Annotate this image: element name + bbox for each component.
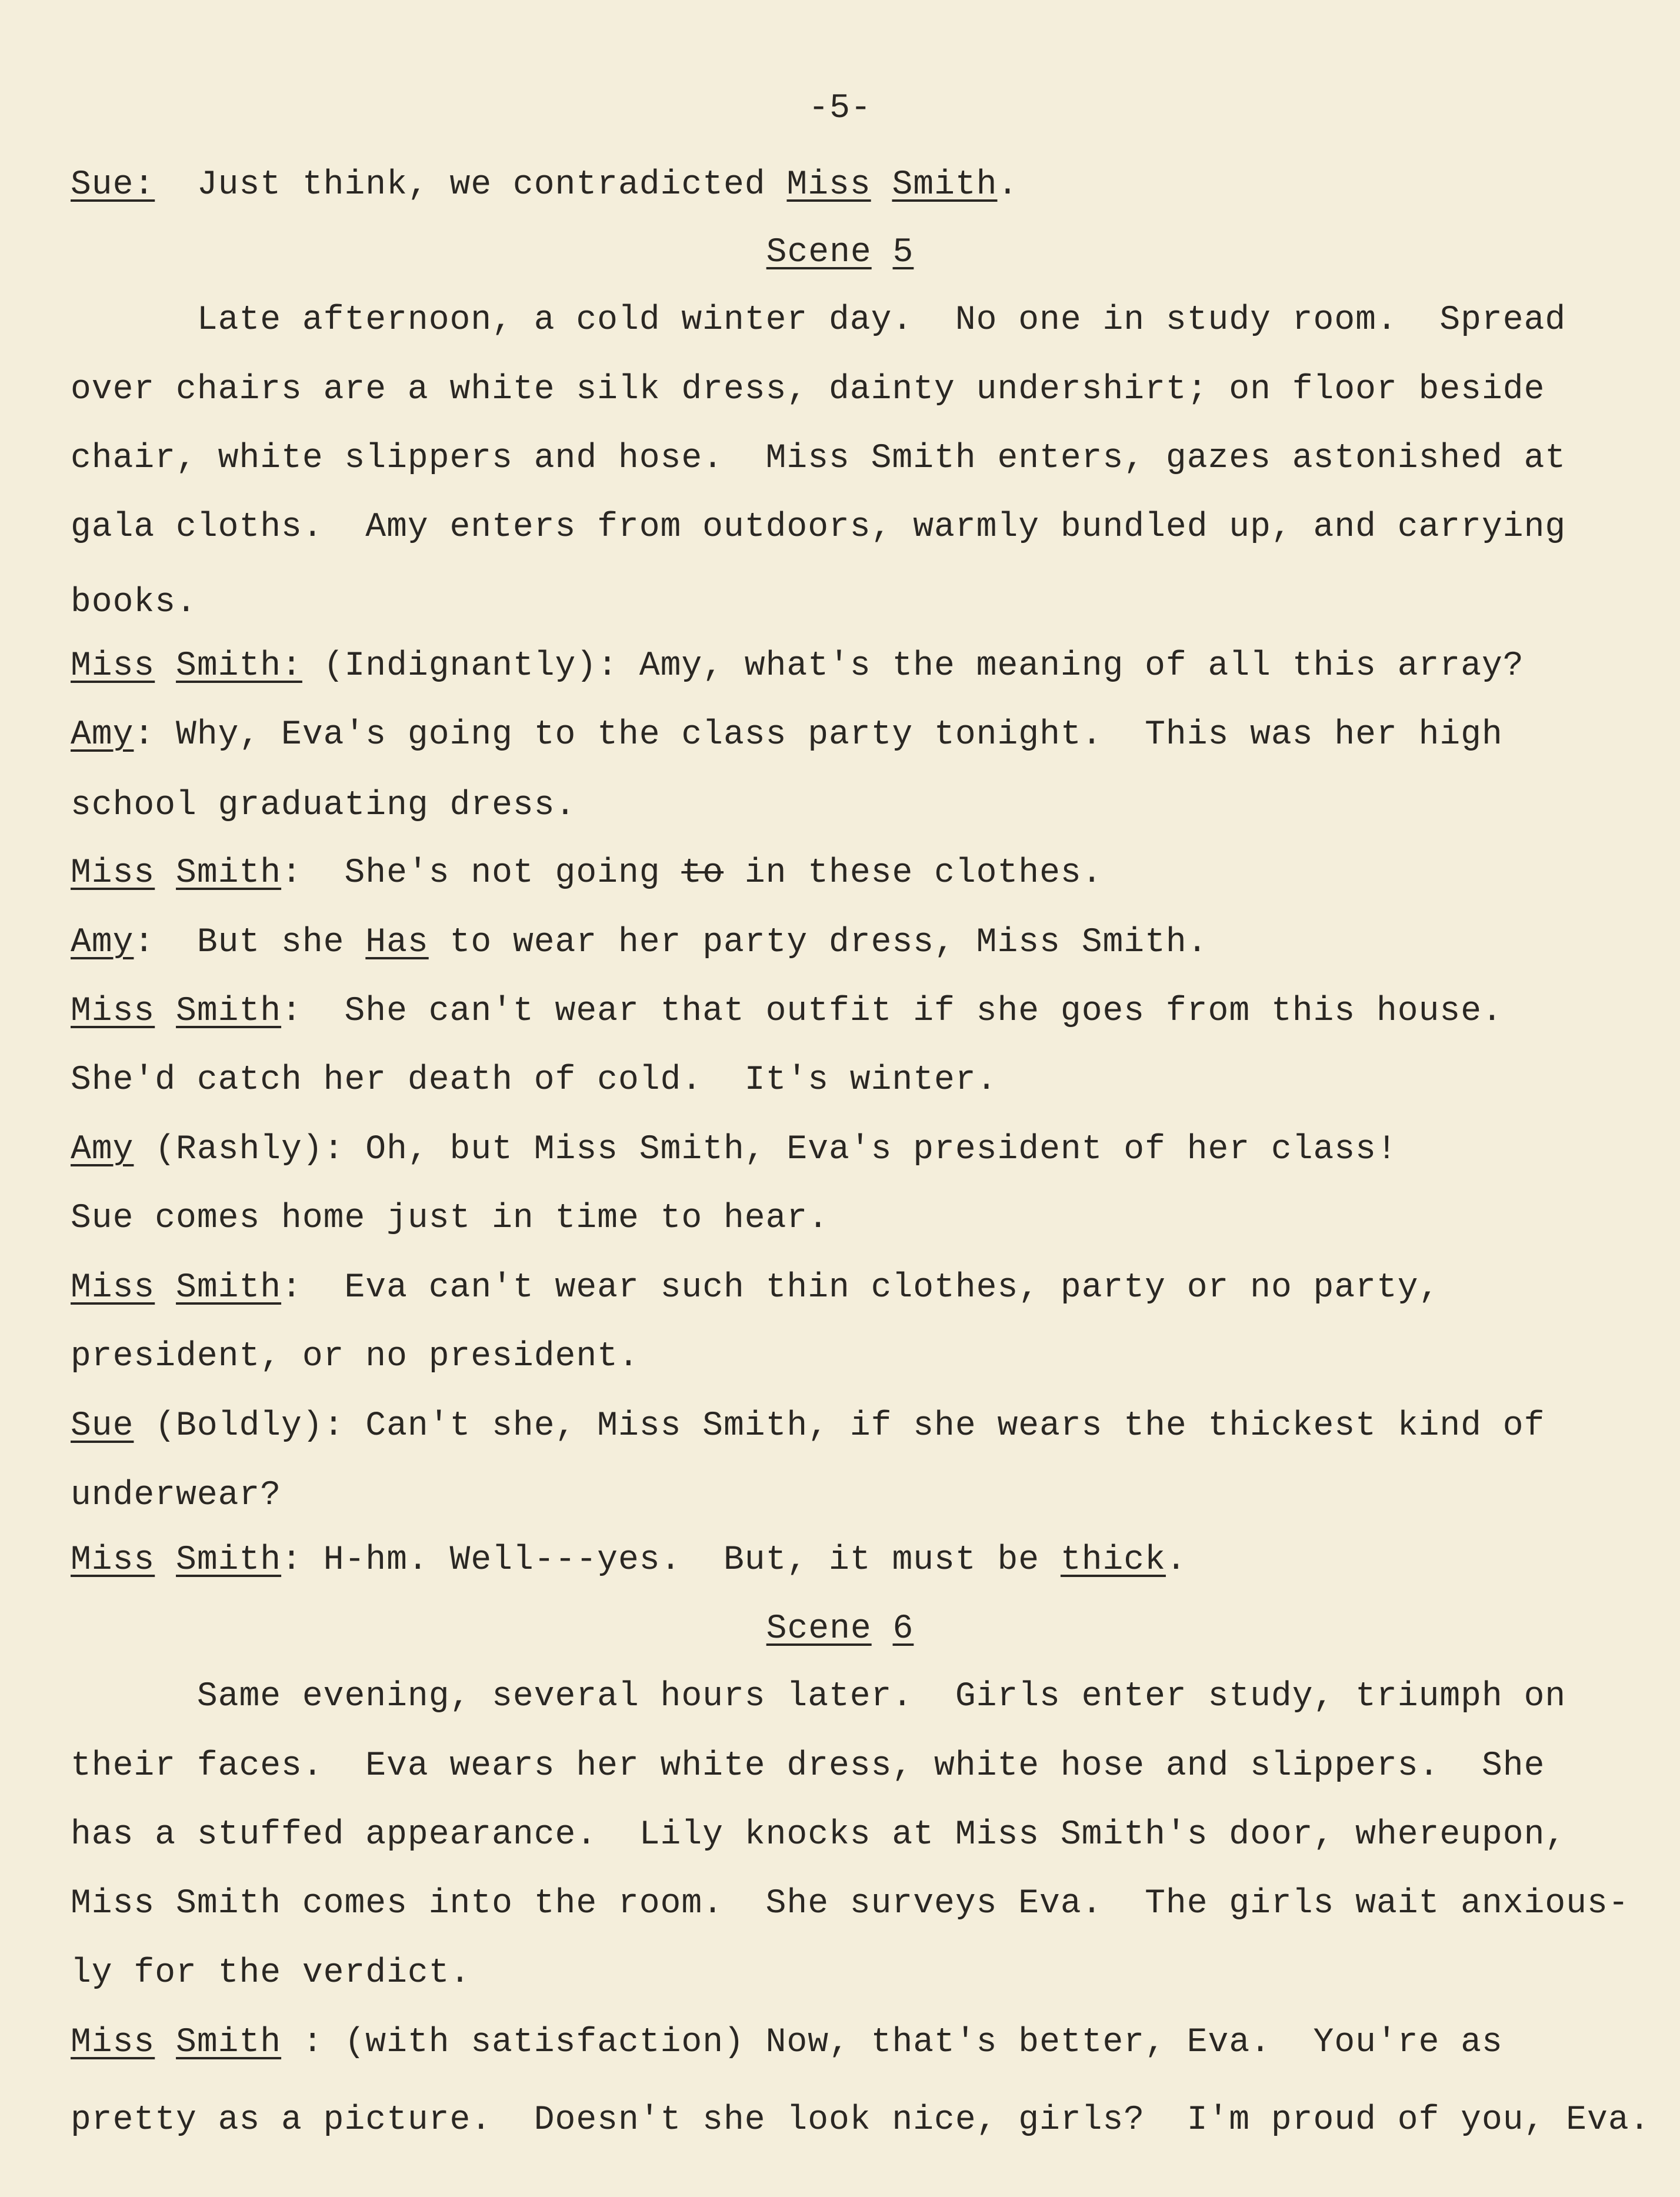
- punctuation: .: [1165, 1541, 1187, 1579]
- speaker-smith: Smith: [176, 854, 282, 892]
- speaker-miss: Miss: [71, 647, 155, 685]
- speaker-smith: Smith: [176, 1269, 282, 1307]
- dialogue-text: : But she: [134, 924, 366, 962]
- space: [872, 234, 893, 272]
- line-sue-contradicted: [71, 165, 1018, 206]
- space: [155, 647, 176, 685]
- speaker-smith: Smith: [176, 1541, 282, 1579]
- scene-number: 5: [892, 234, 914, 272]
- dialogue-continuation: She'd catch her death of cold. It's winter.: [71, 1061, 998, 1099]
- stage-direction-line: ly for the verdict.: [71, 1954, 471, 1992]
- speaker-smith: Smith: [176, 992, 282, 1031]
- underlined-name: Smith: [892, 166, 998, 204]
- line-amy-rashly: [71, 1129, 1398, 1171]
- speaker-smith: Smith: [176, 2023, 282, 2062]
- speaker-amy: Amy: [71, 1131, 134, 1169]
- underlined-name: Miss: [786, 166, 871, 204]
- line-miss-smith-thin-clothes: [71, 1268, 1439, 1309]
- dialogue-continuation: school graduating dress.: [71, 786, 576, 825]
- line-miss-smith-indignantly: [71, 646, 1524, 687]
- dialogue-text: : Eva can't wear such thin clothes, party or no party,: [281, 1269, 1440, 1307]
- speaker-sue: Sue:: [71, 166, 155, 204]
- page-number: -5-: [808, 89, 872, 128]
- stage-direction-line: Late afternoon, a cold winter day. No one in study room. Spread: [71, 301, 1566, 339]
- dialogue-continuation: underwear?: [71, 1476, 282, 1515]
- stage-direction-line: books.: [71, 584, 197, 622]
- stage-direction-line: their faces. Eva wears her white dress, white hose and slippers. She: [71, 1747, 1545, 1785]
- stage-direction-line: gala cloths. Amy enters from outdoors, warmly bundled up, and carrying: [71, 508, 1566, 546]
- emphasized-word: thick: [1060, 1541, 1166, 1579]
- speaker-amy: Amy: [71, 716, 134, 754]
- speaker-miss: Miss: [71, 1269, 155, 1307]
- stage-direction-line: Miss Smith comes into the room. She surveys Eva. The girls wait anxious-: [71, 1885, 1629, 1923]
- line-miss-smith-satisfaction: [71, 2022, 1503, 2063]
- space: [155, 1541, 176, 1579]
- speaker-amy: Amy: [71, 924, 134, 962]
- speaker-smith: Smith:: [176, 647, 302, 685]
- space: [155, 2023, 176, 2062]
- speaker-sue: Sue: [71, 1407, 134, 1445]
- speaker-miss: Miss: [71, 2023, 155, 2062]
- stage-direction-line: over chairs are a white silk dress, dainty undershirt; on floor beside: [71, 371, 1545, 409]
- dialogue-text: Just think, we contradicted: [155, 166, 787, 204]
- struck-word: to: [681, 854, 724, 892]
- scene-number: 6: [892, 1610, 914, 1648]
- line-amy-why: [71, 715, 1503, 756]
- line-miss-smith-hhm: [71, 1540, 1187, 1581]
- scene-5-heading: [0, 232, 1680, 274]
- space: [155, 992, 176, 1031]
- punctuation: .: [997, 166, 1019, 204]
- line-amy-party-dress: [71, 922, 1208, 964]
- dialogue-text: : Why, Eva's going to the class party tonight. This was her high: [134, 716, 1503, 754]
- line-miss-smith-not-going: [71, 853, 1103, 894]
- dialogue-text: : H-hm. Well---yes. But, it must be: [281, 1541, 1061, 1579]
- line-miss-smith-outfit: [71, 991, 1503, 1032]
- emphasized-word: Has: [365, 924, 429, 962]
- dialogue-text: : She's not going: [281, 854, 682, 892]
- dialogue-text: : (with satisfaction) Now, that's better, Eva. You're as: [281, 2023, 1503, 2062]
- dialogue-continuation: pretty as a picture. Doesn't she look nice, girls? I'm proud of you, Eva.: [71, 2101, 1651, 2139]
- speaker-miss: Miss: [71, 1541, 155, 1579]
- dialogue-text: : She can't wear that outfit if she goes from this house.: [281, 992, 1503, 1031]
- space: [155, 1269, 176, 1307]
- stage-direction-line: chair, white slippers and hose. Miss Smith enters, gazes astonished at: [71, 439, 1566, 478]
- scene-label: Scene: [766, 234, 872, 272]
- dialogue-text: in these clothes.: [724, 854, 1103, 892]
- scene-6-heading: [0, 1609, 1680, 1650]
- dialogue-text: (Indignantly): Amy, what's the meaning of all this array?: [302, 647, 1524, 685]
- line-sue-boldly: [71, 1406, 1545, 1447]
- dialogue-text: to wear her party dress, Miss Smith.: [428, 924, 1208, 962]
- space: [872, 1610, 893, 1648]
- space: [871, 166, 892, 204]
- stage-direction-line: Same evening, several hours later. Girls enter study, triumph on: [71, 1678, 1566, 1716]
- dialogue-text: (Rashly): Oh, but Miss Smith, Eva's president of her class!: [134, 1131, 1398, 1169]
- dialogue-continuation: president, or no president.: [71, 1338, 639, 1376]
- stage-direction-line: Sue comes home just in time to hear.: [71, 1199, 829, 1238]
- stage-direction-line: has a stuffed appearance. Lily knocks at Miss Smith's door, whereupon,: [71, 1816, 1566, 1854]
- dialogue-text: (Boldly): Can't she, Miss Smith, if she wears the thickest kind of: [134, 1407, 1545, 1445]
- speaker-miss: Miss: [71, 992, 155, 1031]
- scene-label: Scene: [766, 1610, 872, 1648]
- space: [155, 854, 176, 892]
- speaker-miss: Miss: [71, 854, 155, 892]
